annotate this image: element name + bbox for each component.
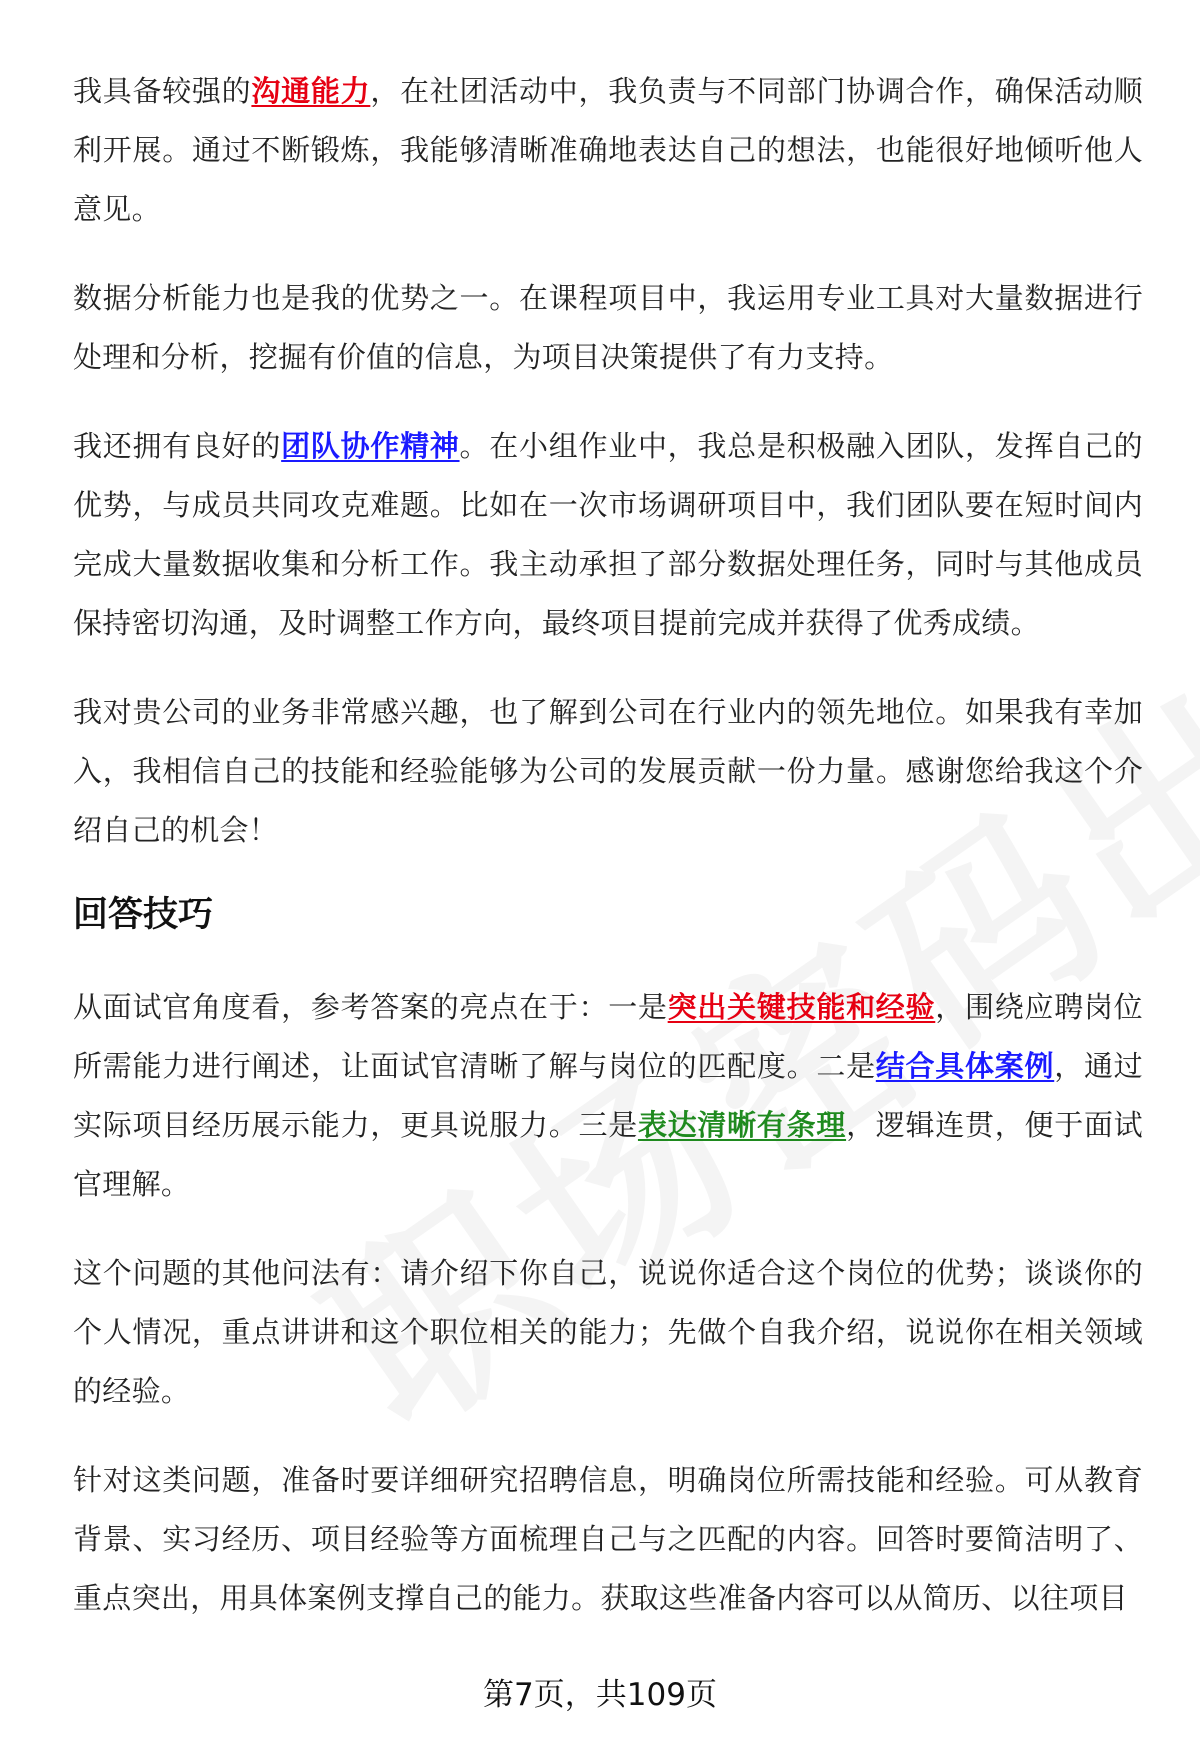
highlight-text: 突出关键技能和经验	[667, 990, 936, 1024]
body-text: 我具备较强的	[73, 74, 252, 108]
body-text: ，在社团活动中，我负责与不同部门协调合作，确保活动顺利开展。通过不断锻炼，我能够清晰准确地表达自己的想法，也能很好地倾听他人意见。	[73, 74, 1143, 226]
paragraph	[73, 978, 1143, 1214]
body-text: 。在小组作业中，我总是积极融入团队，发挥自己的优势，与成员共同攻克难题。比如在一次市场调研项目中，我们团队要在短时间内完成大量数据收集和分析工作。我主动承担了部分数据处理任务，同时与其他成员保持密切沟通，及时调整工作方向，最终项目提前完成并获得了优秀成绩。	[73, 429, 1143, 640]
body-text: 我还拥有良好的	[73, 429, 282, 463]
body-text: 针对这类问题，准备时要详细研究招聘信息，明确岗位所需技能和经验。可从教育背景、实习经历、项目经验等方面梳理自己与之匹配的内容。回答时要简洁明了、重点突出，用具体案例支撑自己的能力。获取这些准备内容可以从简历、以往项目	[73, 1463, 1143, 1615]
highlight-text: 表达清晰有条理	[637, 1108, 847, 1142]
highlight-text: 结合具体案例	[875, 1049, 1055, 1083]
tips-section	[73, 978, 1143, 1628]
paragraph	[73, 62, 1143, 239]
paragraph	[73, 1244, 1143, 1421]
paragraph	[73, 683, 1143, 860]
paragraph	[73, 269, 1143, 387]
body-text: 这个问题的其他问法有：请介绍下你自己，说说你适合这个岗位的优势；谈谈你的个人情况，重点讲讲和这个职位相关的能力；先做个自我介绍，说说你在相关领域的经验。	[73, 1256, 1143, 1408]
highlight-text: 沟通能力	[251, 74, 371, 108]
body-text: ，围绕应聘岗位所需能力进行阐述，让面试官清晰了解与岗位的匹配度。二是	[73, 990, 1143, 1083]
paragraph	[73, 1451, 1143, 1628]
body-text: ，逻辑连贯，便于面试官理解。	[73, 1108, 1143, 1201]
body-text: ，通过实际项目经历展示能力，更具说服力。三是	[73, 1049, 1143, 1142]
highlight-text: 团队协作精神	[281, 429, 460, 463]
page-number: 第7页，共109页	[483, 1677, 717, 1713]
paragraph	[73, 417, 1143, 653]
body-text: 我对贵公司的业务非常感兴趣，也了解到公司在行业内的领先地位。如果我有幸加入，我相信自己的技能和经验能够为公司的发展贡献一份力量。感谢您给我这个介绍自己的机会！	[73, 695, 1143, 847]
body-text: 从面试官角度看，参考答案的亮点在于：一是	[73, 990, 668, 1024]
answer-section	[73, 62, 1143, 860]
document-page	[73, 62, 1143, 1658]
section-title: 回答技巧	[73, 895, 214, 935]
body-text: 数据分析能力也是我的优势之一。在课程项目中，我运用专业工具对大量数据进行处理和分析，挖掘有价值的信息，为项目决策提供了有力支持。	[73, 281, 1143, 374]
